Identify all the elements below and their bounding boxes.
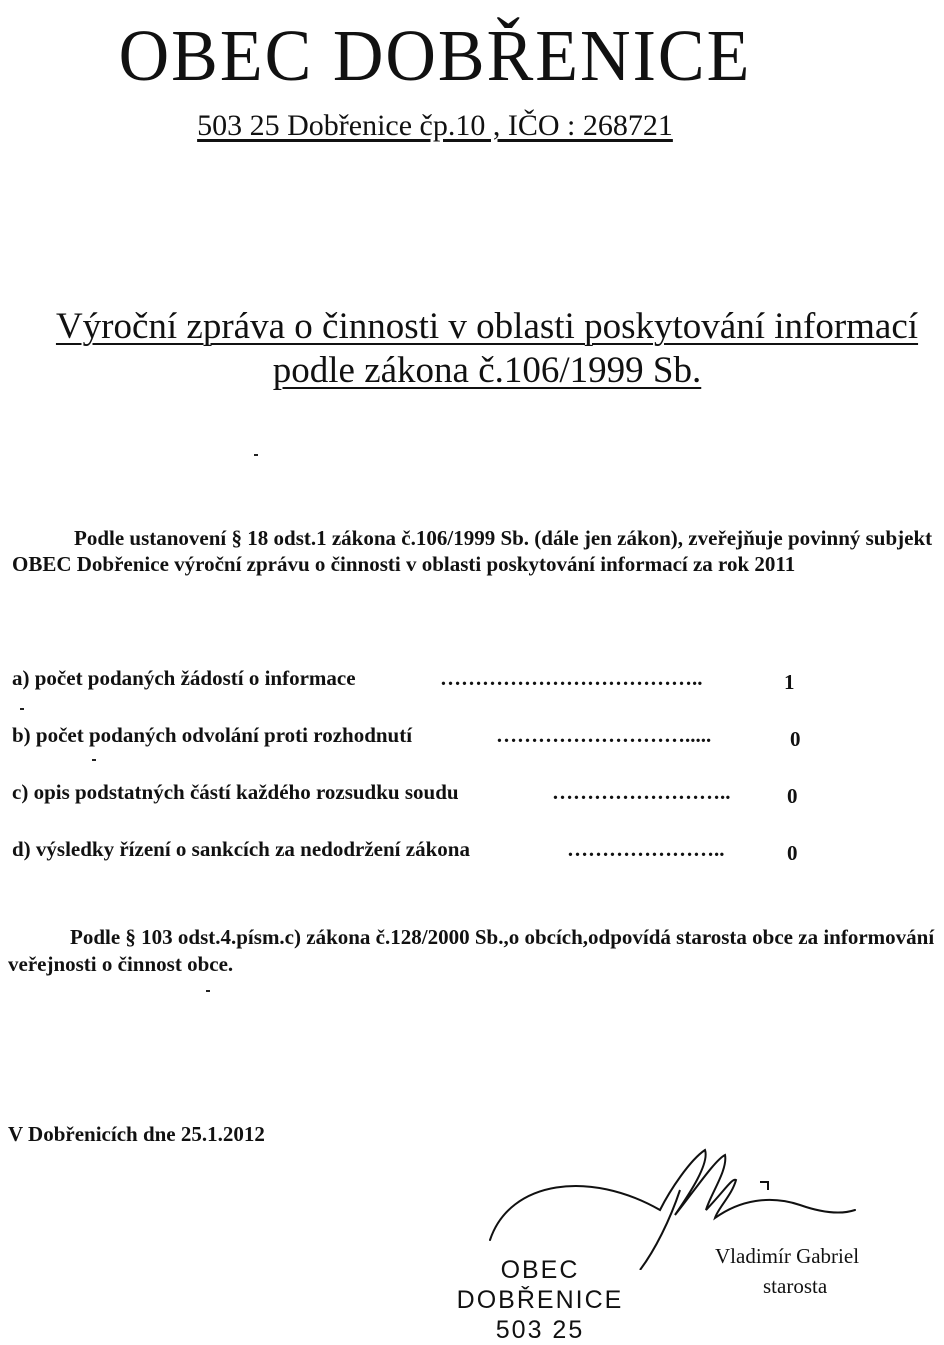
item-label: b) počet podaných odvolání proti rozhodnutí: [12, 723, 413, 747]
item-leader: ……………………….....: [496, 723, 712, 747]
stamp-line-1: OBEC: [500, 1256, 580, 1284]
scan-speck: [92, 759, 96, 761]
organization-address: [0, 108, 870, 144]
item-value: 1: [784, 670, 795, 694]
organization-name: OBEC DOBŘENICE: [118, 16, 752, 97]
item-row-b: [12, 723, 932, 751]
scan-speck: [20, 708, 24, 710]
stamp-line-3: 503 25: [495, 1316, 585, 1344]
item-leader: ……………………..: [552, 780, 731, 804]
intro-paragraph: Podle ustanovení § 18 odst.1 zákona č.106/1999 Sb. (dále jen zákon), zveřejňuje povinný subjekt OBEC Dobřenice výroční zprávu o činnosti v oblasti poskytování informací za rok 2011: [12, 526, 933, 577]
item-label: d) výsledky řízení o sankcích za nedodržení zákona: [12, 837, 470, 861]
document-title: [0, 305, 944, 394]
scan-speck: [206, 990, 210, 992]
title-line-1: Výroční zpráva o činnosti v oblasti poskytování informací: [55, 306, 919, 347]
place-and-date: V Dobřenicích dne 25.1.2012: [8, 1122, 265, 1146]
closing-paragraph: Podle § 103 odst.4.písm.c) zákona č.128/2000 Sb.,o obcích,odpovídá starosta obce za informování veřejnosti o činnost obce.: [8, 925, 935, 977]
stamp-line-2: DOBŘENICE: [456, 1286, 624, 1314]
item-value: 0: [787, 841, 798, 865]
item-label: a) počet podaných žádostí o informace: [12, 666, 356, 690]
item-value: 0: [787, 784, 798, 808]
signer-name: Vladimír Gabriel: [715, 1244, 860, 1268]
scan-speck: [254, 454, 258, 456]
signer-role: starosta: [763, 1274, 828, 1298]
item-row-a: [12, 666, 932, 694]
item-label: c) opis podstatných částí každého rozsudku soudu: [12, 780, 459, 804]
item-row-d: [12, 837, 932, 865]
title-line-2: podle zákona č.106/1999 Sb.: [272, 350, 702, 392]
item-row-c: [12, 780, 932, 808]
official-stamp: [420, 1255, 660, 1345]
item-leader: ………………………………..: [440, 666, 703, 690]
item-leader: …………………..: [567, 837, 725, 861]
organization-address-text: 503 25 Dobřenice čp.10 , IČO : 268721: [197, 109, 673, 142]
item-value: 0: [790, 727, 801, 751]
